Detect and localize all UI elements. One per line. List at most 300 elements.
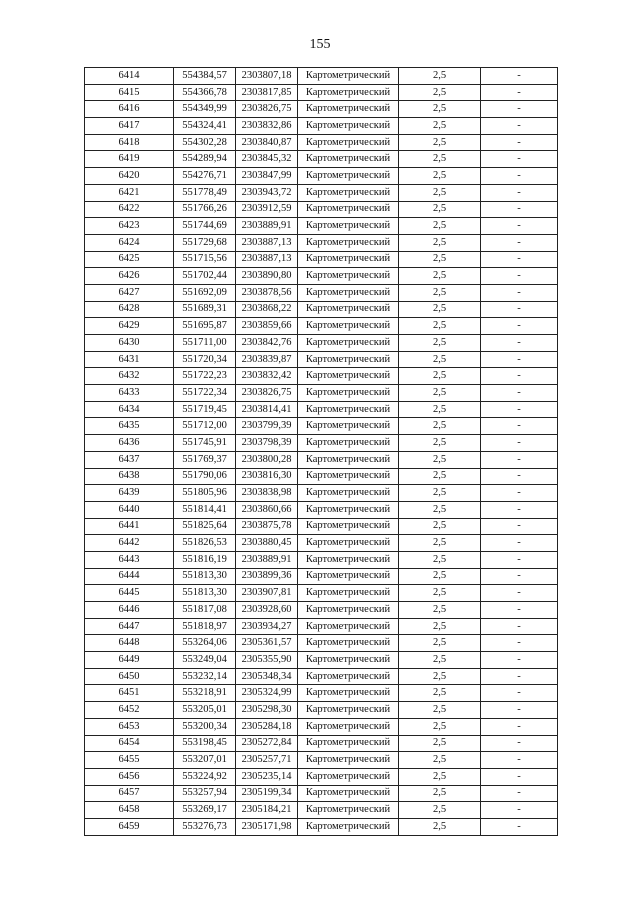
table-row: [85, 268, 558, 285]
point-number-cell: 6452: [85, 702, 174, 719]
table-row: [85, 652, 558, 669]
point-number-cell: 6422: [85, 201, 174, 218]
table-row: [85, 351, 558, 368]
note-cell: -: [481, 668, 558, 685]
x-coordinate-cell: 551778,49: [174, 184, 236, 201]
note-cell: -: [481, 385, 558, 402]
y-coordinate-cell: 2303907,81: [236, 585, 298, 602]
note-cell: -: [481, 535, 558, 552]
y-coordinate-cell: 2303889,91: [236, 551, 298, 568]
table-row: [85, 702, 558, 719]
accuracy-cell: 2,5: [399, 118, 481, 135]
x-coordinate-cell: 551813,30: [174, 585, 236, 602]
note-cell: -: [481, 501, 558, 518]
y-coordinate-cell: 2305361,57: [236, 635, 298, 652]
accuracy-cell: 2,5: [399, 351, 481, 368]
note-cell: -: [481, 685, 558, 702]
accuracy-cell: 2,5: [399, 718, 481, 735]
y-coordinate-cell: 2303840,87: [236, 134, 298, 151]
point-number-cell: 6453: [85, 718, 174, 735]
note-cell: -: [481, 568, 558, 585]
y-coordinate-cell: 2305184,21: [236, 802, 298, 819]
table-row: [85, 802, 558, 819]
note-cell: -: [481, 652, 558, 669]
note-cell: -: [481, 101, 558, 118]
y-coordinate-cell: 2303826,75: [236, 101, 298, 118]
x-coordinate-cell: 551719,45: [174, 401, 236, 418]
note-cell: -: [481, 435, 558, 452]
x-coordinate-cell: 551805,96: [174, 485, 236, 502]
method-cell: Картометрический: [298, 268, 399, 285]
note-cell: -: [481, 234, 558, 251]
method-cell: Картометрический: [298, 418, 399, 435]
accuracy-cell: 2,5: [399, 585, 481, 602]
x-coordinate-cell: 553218,91: [174, 685, 236, 702]
x-coordinate-cell: 551744,69: [174, 218, 236, 235]
note-cell: -: [481, 702, 558, 719]
x-coordinate-cell: 551715,56: [174, 251, 236, 268]
x-coordinate-cell: 551818,97: [174, 618, 236, 635]
point-number-cell: 6423: [85, 218, 174, 235]
table-row: [85, 168, 558, 185]
note-cell: -: [481, 201, 558, 218]
point-number-cell: 6448: [85, 635, 174, 652]
accuracy-cell: 2,5: [399, 218, 481, 235]
accuracy-cell: 2,5: [399, 151, 481, 168]
table-row: [85, 218, 558, 235]
table-row: [85, 201, 558, 218]
method-cell: Картометрический: [298, 718, 399, 735]
y-coordinate-cell: 2303880,45: [236, 535, 298, 552]
note-cell: -: [481, 368, 558, 385]
point-number-cell: 6440: [85, 501, 174, 518]
point-number-cell: 6421: [85, 184, 174, 201]
table-row: [85, 518, 558, 535]
note-cell: -: [481, 518, 558, 535]
accuracy-cell: 2,5: [399, 201, 481, 218]
table-row: [85, 184, 558, 201]
y-coordinate-cell: 2305355,90: [236, 652, 298, 669]
method-cell: Картометрический: [298, 468, 399, 485]
note-cell: -: [481, 551, 558, 568]
method-cell: Картометрический: [298, 301, 399, 318]
method-cell: Картометрический: [298, 251, 399, 268]
point-number-cell: 6444: [85, 568, 174, 585]
accuracy-cell: 2,5: [399, 802, 481, 819]
table-row: [85, 785, 558, 802]
point-number-cell: 6427: [85, 284, 174, 301]
accuracy-cell: 2,5: [399, 284, 481, 301]
x-coordinate-cell: 553264,06: [174, 635, 236, 652]
table-row: [85, 318, 558, 335]
table-row: [85, 385, 558, 402]
table-row: [85, 284, 558, 301]
accuracy-cell: 2,5: [399, 785, 481, 802]
y-coordinate-cell: 2303817,85: [236, 84, 298, 101]
accuracy-cell: 2,5: [399, 768, 481, 785]
x-coordinate-cell: 551790,06: [174, 468, 236, 485]
table-row: [85, 301, 558, 318]
accuracy-cell: 2,5: [399, 702, 481, 719]
method-cell: Картометрический: [298, 518, 399, 535]
y-coordinate-cell: 2303839,87: [236, 351, 298, 368]
y-coordinate-cell: 2303887,13: [236, 251, 298, 268]
method-cell: Картометрический: [298, 435, 399, 452]
method-cell: Картометрический: [298, 351, 399, 368]
point-number-cell: 6436: [85, 435, 174, 452]
table-row: [85, 468, 558, 485]
x-coordinate-cell: 554384,57: [174, 68, 236, 85]
method-cell: Картометрический: [298, 752, 399, 769]
note-cell: -: [481, 735, 558, 752]
y-coordinate-cell: 2303875,78: [236, 518, 298, 535]
method-cell: Картометрический: [298, 201, 399, 218]
method-cell: Картометрический: [298, 818, 399, 835]
method-cell: Картометрический: [298, 168, 399, 185]
y-coordinate-cell: 2303934,27: [236, 618, 298, 635]
y-coordinate-cell: 2303798,39: [236, 435, 298, 452]
x-coordinate-cell: 551702,44: [174, 268, 236, 285]
x-coordinate-cell: 554302,28: [174, 134, 236, 151]
accuracy-cell: 2,5: [399, 485, 481, 502]
accuracy-cell: 2,5: [399, 234, 481, 251]
method-cell: Картометрический: [298, 702, 399, 719]
page-number: 155: [309, 37, 331, 52]
method-cell: Картометрический: [298, 685, 399, 702]
table-row: [85, 401, 558, 418]
method-cell: Картометрический: [298, 768, 399, 785]
x-coordinate-cell: 554366,78: [174, 84, 236, 101]
y-coordinate-cell: 2305324,99: [236, 685, 298, 702]
accuracy-cell: 2,5: [399, 535, 481, 552]
point-number-cell: 6418: [85, 134, 174, 151]
point-number-cell: 6428: [85, 301, 174, 318]
table-row: [85, 752, 558, 769]
note-cell: -: [481, 635, 558, 652]
accuracy-cell: 2,5: [399, 401, 481, 418]
method-cell: Картометрический: [298, 652, 399, 669]
note-cell: -: [481, 718, 558, 735]
table-row: [85, 568, 558, 585]
x-coordinate-cell: 551745,91: [174, 435, 236, 452]
method-cell: Картометрический: [298, 385, 399, 402]
y-coordinate-cell: 2303838,98: [236, 485, 298, 502]
accuracy-cell: 2,5: [399, 518, 481, 535]
accuracy-cell: 2,5: [399, 618, 481, 635]
table-row: [85, 718, 558, 735]
point-number-cell: 6458: [85, 802, 174, 819]
x-coordinate-cell: 551712,00: [174, 418, 236, 435]
point-number-cell: 6419: [85, 151, 174, 168]
y-coordinate-cell: 2303814,41: [236, 401, 298, 418]
x-coordinate-cell: 554289,94: [174, 151, 236, 168]
table-row: [85, 251, 558, 268]
accuracy-cell: 2,5: [399, 435, 481, 452]
x-coordinate-cell: 551711,00: [174, 335, 236, 352]
method-cell: Картометрический: [298, 451, 399, 468]
y-coordinate-cell: 2305257,71: [236, 752, 298, 769]
note-cell: -: [481, 68, 558, 85]
y-coordinate-cell: 2303832,86: [236, 118, 298, 135]
x-coordinate-cell: 551816,19: [174, 551, 236, 568]
note-cell: -: [481, 168, 558, 185]
note-cell: -: [481, 151, 558, 168]
point-number-cell: 6439: [85, 485, 174, 502]
accuracy-cell: 2,5: [399, 735, 481, 752]
point-number-cell: 6425: [85, 251, 174, 268]
x-coordinate-cell: 551825,64: [174, 518, 236, 535]
x-coordinate-cell: 553232,14: [174, 668, 236, 685]
note-cell: -: [481, 301, 558, 318]
method-cell: Картометрический: [298, 602, 399, 619]
accuracy-cell: 2,5: [399, 101, 481, 118]
method-cell: Картометрический: [298, 401, 399, 418]
accuracy-cell: 2,5: [399, 568, 481, 585]
point-number-cell: 6437: [85, 451, 174, 468]
y-coordinate-cell: 2303800,28: [236, 451, 298, 468]
note-cell: -: [481, 134, 558, 151]
x-coordinate-cell: 551817,08: [174, 602, 236, 619]
y-coordinate-cell: 2303845,32: [236, 151, 298, 168]
note-cell: -: [481, 585, 558, 602]
point-number-cell: 6420: [85, 168, 174, 185]
table-row: [85, 668, 558, 685]
accuracy-cell: 2,5: [399, 68, 481, 85]
note-cell: -: [481, 418, 558, 435]
method-cell: Картометрический: [298, 668, 399, 685]
x-coordinate-cell: 551695,87: [174, 318, 236, 335]
point-number-cell: 6433: [85, 385, 174, 402]
point-number-cell: 6431: [85, 351, 174, 368]
y-coordinate-cell: 2305199,34: [236, 785, 298, 802]
point-number-cell: 6435: [85, 418, 174, 435]
x-coordinate-cell: 551766,26: [174, 201, 236, 218]
point-number-cell: 6449: [85, 652, 174, 669]
method-cell: Картометрический: [298, 735, 399, 752]
x-coordinate-cell: 554324,41: [174, 118, 236, 135]
note-cell: -: [481, 802, 558, 819]
y-coordinate-cell: 2305171,98: [236, 818, 298, 835]
method-cell: Картометрический: [298, 84, 399, 101]
method-cell: Картометрический: [298, 134, 399, 151]
table-row: [85, 585, 558, 602]
x-coordinate-cell: 553205,01: [174, 702, 236, 719]
note-cell: -: [481, 268, 558, 285]
note-cell: -: [481, 451, 558, 468]
table-row: [85, 635, 558, 652]
x-coordinate-cell: 554349,99: [174, 101, 236, 118]
accuracy-cell: 2,5: [399, 368, 481, 385]
method-cell: Картометрический: [298, 68, 399, 85]
point-number-cell: 6434: [85, 401, 174, 418]
table-row: [85, 535, 558, 552]
x-coordinate-cell: 553269,17: [174, 802, 236, 819]
accuracy-cell: 2,5: [399, 268, 481, 285]
table-row: [85, 234, 558, 251]
y-coordinate-cell: 2303943,72: [236, 184, 298, 201]
y-coordinate-cell: 2303826,75: [236, 385, 298, 402]
method-cell: Картометрический: [298, 151, 399, 168]
accuracy-cell: 2,5: [399, 184, 481, 201]
note-cell: -: [481, 485, 558, 502]
point-number-cell: 6414: [85, 68, 174, 85]
x-coordinate-cell: 553276,73: [174, 818, 236, 835]
y-coordinate-cell: 2303816,30: [236, 468, 298, 485]
method-cell: Картометрический: [298, 551, 399, 568]
note-cell: -: [481, 785, 558, 802]
table-row: [85, 768, 558, 785]
accuracy-cell: 2,5: [399, 551, 481, 568]
method-cell: Картометрический: [298, 318, 399, 335]
point-number-cell: 6424: [85, 234, 174, 251]
table-row: [85, 685, 558, 702]
accuracy-cell: 2,5: [399, 602, 481, 619]
accuracy-cell: 2,5: [399, 134, 481, 151]
x-coordinate-cell: 553257,94: [174, 785, 236, 802]
y-coordinate-cell: 2305348,34: [236, 668, 298, 685]
point-number-cell: 6426: [85, 268, 174, 285]
note-cell: -: [481, 752, 558, 769]
y-coordinate-cell: 2305272,84: [236, 735, 298, 752]
note-cell: -: [481, 184, 558, 201]
table-row: [85, 435, 558, 452]
accuracy-cell: 2,5: [399, 752, 481, 769]
method-cell: Картометрический: [298, 368, 399, 385]
x-coordinate-cell: 551720,34: [174, 351, 236, 368]
x-coordinate-cell: 551813,30: [174, 568, 236, 585]
point-number-cell: 6438: [85, 468, 174, 485]
x-coordinate-cell: 553224,92: [174, 768, 236, 785]
x-coordinate-cell: 551814,41: [174, 501, 236, 518]
note-cell: -: [481, 602, 558, 619]
method-cell: Картометрический: [298, 118, 399, 135]
point-number-cell: 6451: [85, 685, 174, 702]
note-cell: -: [481, 284, 558, 301]
point-number-cell: 6416: [85, 101, 174, 118]
y-coordinate-cell: 2303899,36: [236, 568, 298, 585]
point-number-cell: 6446: [85, 602, 174, 619]
x-coordinate-cell: 551722,23: [174, 368, 236, 385]
y-coordinate-cell: 2303912,59: [236, 201, 298, 218]
point-number-cell: 6443: [85, 551, 174, 568]
point-number-cell: 6417: [85, 118, 174, 135]
accuracy-cell: 2,5: [399, 652, 481, 669]
method-cell: Картометрический: [298, 485, 399, 502]
method-cell: Картометрический: [298, 585, 399, 602]
note-cell: -: [481, 218, 558, 235]
x-coordinate-cell: 551689,31: [174, 301, 236, 318]
x-coordinate-cell: 551692,09: [174, 284, 236, 301]
accuracy-cell: 2,5: [399, 451, 481, 468]
note-cell: -: [481, 768, 558, 785]
y-coordinate-cell: 2305298,30: [236, 702, 298, 719]
y-coordinate-cell: 2303799,39: [236, 418, 298, 435]
accuracy-cell: 2,5: [399, 685, 481, 702]
coordinates-table-body: [85, 68, 558, 836]
table-row: [85, 551, 558, 568]
note-cell: -: [481, 618, 558, 635]
y-coordinate-cell: 2303928,60: [236, 602, 298, 619]
y-coordinate-cell: 2303890,80: [236, 268, 298, 285]
table-row: [85, 501, 558, 518]
accuracy-cell: 2,5: [399, 818, 481, 835]
x-coordinate-cell: 551826,53: [174, 535, 236, 552]
table-row: [85, 485, 558, 502]
x-coordinate-cell: 554276,71: [174, 168, 236, 185]
method-cell: Картометрический: [298, 501, 399, 518]
y-coordinate-cell: 2303887,13: [236, 234, 298, 251]
accuracy-cell: 2,5: [399, 635, 481, 652]
y-coordinate-cell: 2303868,22: [236, 301, 298, 318]
x-coordinate-cell: 551769,37: [174, 451, 236, 468]
y-coordinate-cell: 2303832,42: [236, 368, 298, 385]
accuracy-cell: 2,5: [399, 318, 481, 335]
y-coordinate-cell: 2305284,18: [236, 718, 298, 735]
table-row: [85, 418, 558, 435]
table-row: [85, 618, 558, 635]
point-number-cell: 6430: [85, 335, 174, 352]
note-cell: -: [481, 818, 558, 835]
y-coordinate-cell: 2303842,76: [236, 335, 298, 352]
accuracy-cell: 2,5: [399, 501, 481, 518]
point-number-cell: 6429: [85, 318, 174, 335]
table-row: [85, 68, 558, 85]
point-number-cell: 6455: [85, 752, 174, 769]
x-coordinate-cell: 551729,68: [174, 234, 236, 251]
x-coordinate-cell: 551722,34: [174, 385, 236, 402]
method-cell: Картометрический: [298, 101, 399, 118]
note-cell: -: [481, 118, 558, 135]
point-number-cell: 6442: [85, 535, 174, 552]
table-row: [85, 735, 558, 752]
x-coordinate-cell: 553207,01: [174, 752, 236, 769]
x-coordinate-cell: 553198,45: [174, 735, 236, 752]
accuracy-cell: 2,5: [399, 468, 481, 485]
table-row: [85, 101, 558, 118]
point-number-cell: 6459: [85, 818, 174, 835]
method-cell: Картометрический: [298, 218, 399, 235]
point-number-cell: 6457: [85, 785, 174, 802]
method-cell: Картометрический: [298, 568, 399, 585]
note-cell: -: [481, 335, 558, 352]
point-number-cell: 6432: [85, 368, 174, 385]
y-coordinate-cell: 2303859,66: [236, 318, 298, 335]
y-coordinate-cell: 2303807,18: [236, 68, 298, 85]
accuracy-cell: 2,5: [399, 301, 481, 318]
point-number-cell: 6441: [85, 518, 174, 535]
table-row: [85, 84, 558, 101]
method-cell: Картометрический: [298, 184, 399, 201]
table-row: [85, 818, 558, 835]
note-cell: -: [481, 318, 558, 335]
table-row: [85, 151, 558, 168]
accuracy-cell: 2,5: [399, 168, 481, 185]
point-number-cell: 6450: [85, 668, 174, 685]
accuracy-cell: 2,5: [399, 251, 481, 268]
point-number-cell: 6447: [85, 618, 174, 635]
method-cell: Картометрический: [298, 535, 399, 552]
method-cell: Картометрический: [298, 618, 399, 635]
accuracy-cell: 2,5: [399, 668, 481, 685]
y-coordinate-cell: 2303860,66: [236, 501, 298, 518]
note-cell: -: [481, 251, 558, 268]
table-row: [85, 602, 558, 619]
accuracy-cell: 2,5: [399, 385, 481, 402]
table-row: [85, 118, 558, 135]
y-coordinate-cell: 2303847,99: [236, 168, 298, 185]
x-coordinate-cell: 553249,04: [174, 652, 236, 669]
accuracy-cell: 2,5: [399, 335, 481, 352]
